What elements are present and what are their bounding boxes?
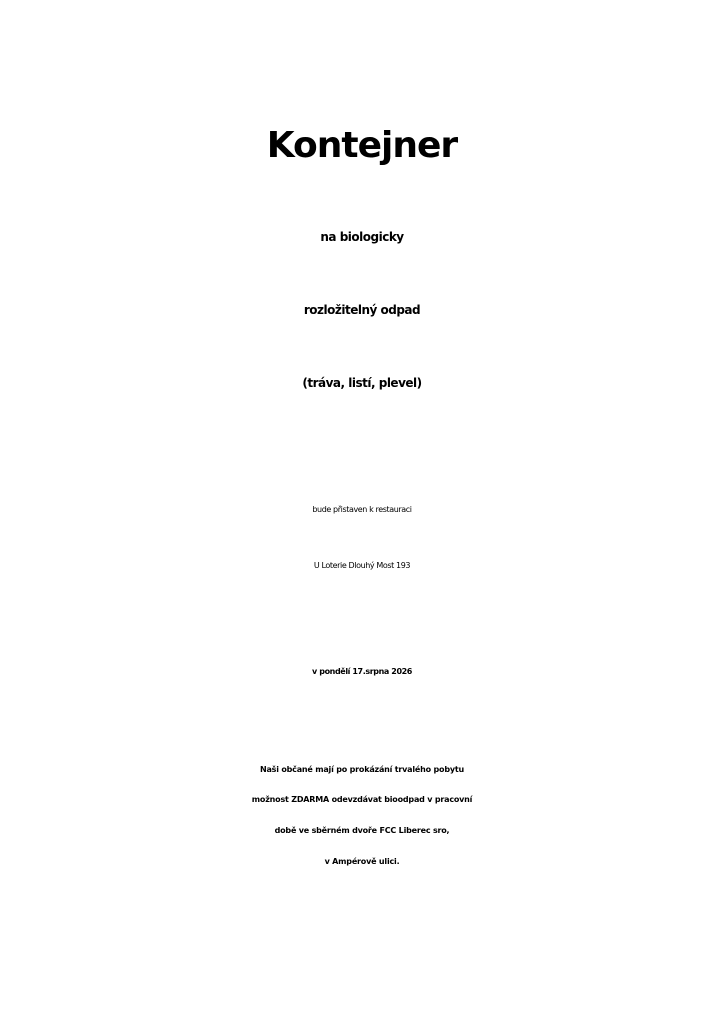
subtitle-line: (tráva, listí, plevel) bbox=[302, 376, 422, 390]
event-date: v pondělí 17.srpna 2026 bbox=[312, 667, 412, 676]
note-line: Naši občané mají po prokázání trvalého pobytu bbox=[259, 765, 465, 774]
note-line: době ve sběrném dvoře FCC Liberec sro, bbox=[274, 826, 450, 835]
note-line: v Ampérově ulici. bbox=[324, 857, 400, 866]
location-line: bude přistaven k restauraci bbox=[312, 505, 412, 514]
poster-title: Kontejner bbox=[266, 125, 458, 166]
subtitle-line: rozložitelný odpad bbox=[303, 303, 421, 317]
location-line: U Loterie Dlouhý Most 193 bbox=[313, 561, 411, 570]
subtitle-line: na biologicky bbox=[320, 230, 404, 244]
note-line: možnost ZDARMA odevzdávat bioodpad v pracovní bbox=[251, 795, 473, 804]
